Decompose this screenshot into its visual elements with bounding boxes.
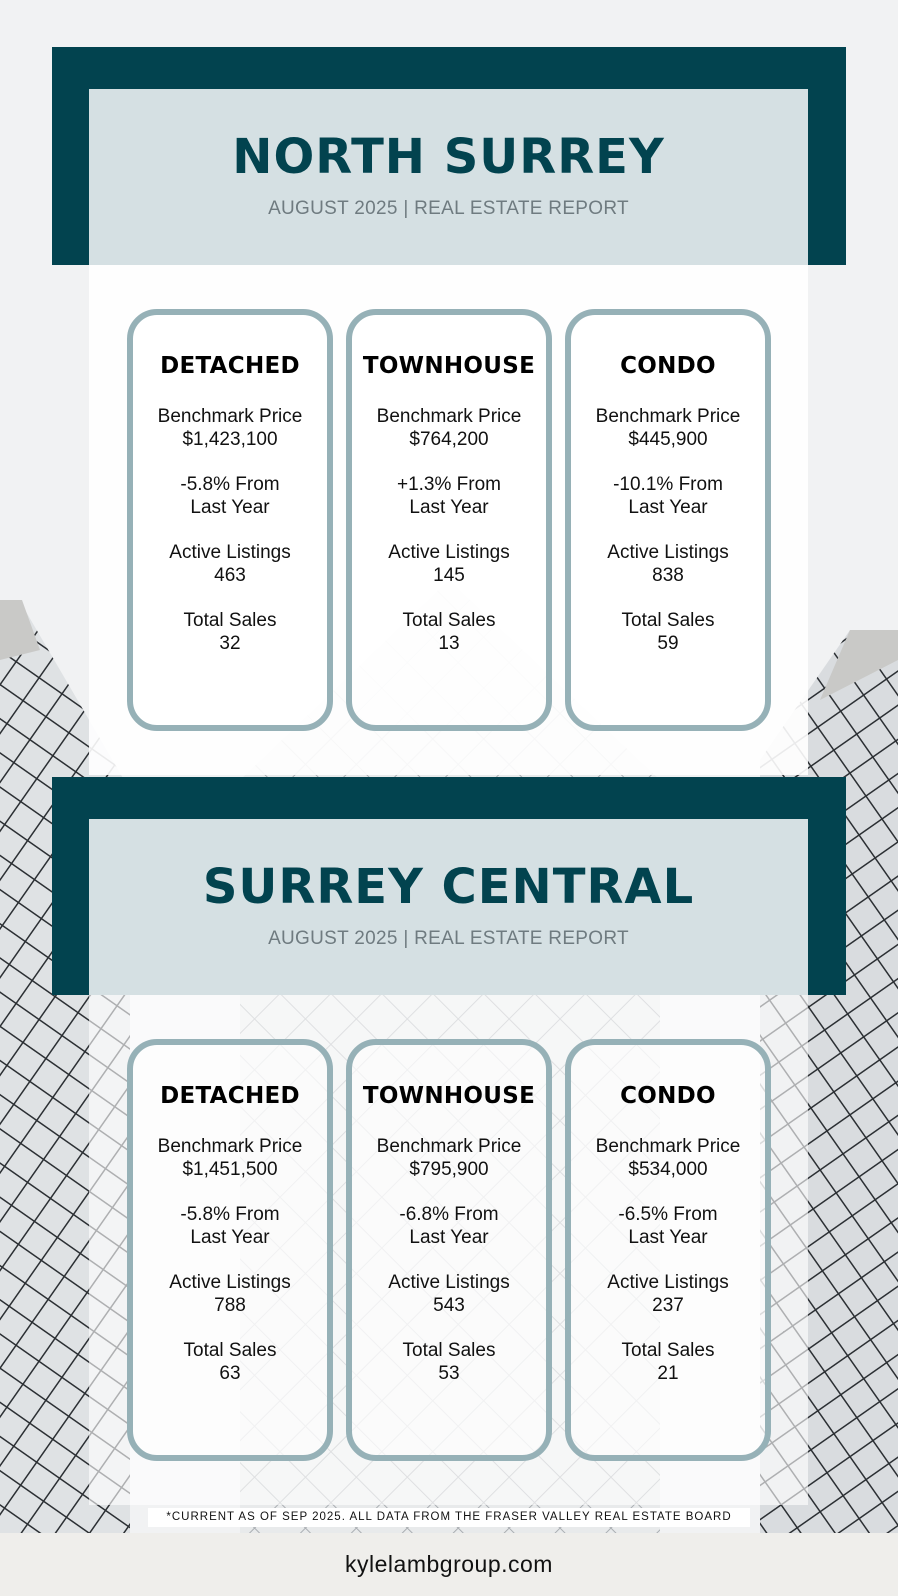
property-type: TOWNHOUSE [362, 1083, 536, 1109]
benchmark-price: Benchmark Price $1,451,500 [157, 1136, 303, 1180]
total-sales: Total Sales 63 [183, 1340, 277, 1384]
total-sales: Total Sales 32 [183, 610, 277, 654]
benchmark-price: Benchmark Price $764,200 [376, 406, 522, 450]
benchmark-price: Benchmark Price $445,900 [595, 406, 741, 450]
property-type: DETACHED [160, 1083, 300, 1109]
property-type: TOWNHOUSE [362, 353, 536, 379]
active-listings: Active Listings 543 [388, 1272, 510, 1316]
benchmark-price: Benchmark Price $795,900 [376, 1136, 522, 1180]
year-change: -5.8% From Last Year [180, 474, 280, 518]
active-listings: Active Listings 838 [607, 542, 729, 586]
total-sales: Total Sales 21 [621, 1340, 715, 1384]
section-title: SURREY CENTRAL [202, 859, 695, 915]
total-sales: Total Sales 59 [621, 610, 715, 654]
year-change: +1.3% From Last Year [396, 474, 501, 518]
card-detached [127, 1039, 333, 1461]
card-detached [127, 309, 333, 731]
report-subtitle: AUGUST 2025 | REAL ESTATE REPORT [268, 928, 629, 949]
year-change: -5.8% From Last Year [180, 1204, 280, 1248]
card-townhouse [346, 1039, 552, 1461]
year-change: -6.5% From Last Year [618, 1204, 718, 1248]
active-listings: Active Listings 237 [607, 1272, 729, 1316]
total-sales: Total Sales 13 [402, 610, 496, 654]
report-subtitle: AUGUST 2025 | REAL ESTATE REPORT [268, 198, 629, 219]
property-type: CONDO [620, 1083, 716, 1109]
title-box [89, 819, 808, 995]
website-url[interactable]: kylelambgroup.com [345, 1551, 553, 1577]
section-title: NORTH SURREY [232, 129, 665, 185]
benchmark-price: Benchmark Price $1,423,100 [157, 406, 303, 450]
year-change: -10.1% From Last Year [613, 474, 723, 518]
total-sales: Total Sales 53 [402, 1340, 496, 1384]
data-source-footnote: *CURRENT AS OF SEP 2025. ALL DATA FROM THE FRASER VALLEY REAL ESTATE BOARD [148, 1508, 750, 1527]
active-listings: Active Listings 145 [388, 542, 510, 586]
card-condo [565, 309, 771, 731]
website-footer [0, 1533, 898, 1596]
property-type: DETACHED [160, 353, 300, 379]
property-type: CONDO [620, 353, 716, 379]
title-box [89, 89, 808, 265]
active-listings: Active Listings 463 [169, 542, 291, 586]
year-change: -6.8% From Last Year [399, 1204, 499, 1248]
benchmark-price: Benchmark Price $534,000 [595, 1136, 741, 1180]
card-townhouse [346, 309, 552, 731]
card-condo [565, 1039, 771, 1461]
active-listings: Active Listings 788 [169, 1272, 291, 1316]
